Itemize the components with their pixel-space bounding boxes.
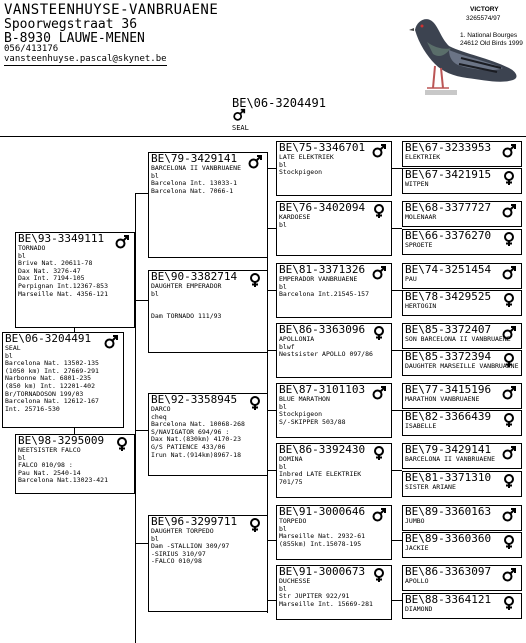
pedigree-box-dsdd[interactable]: [402, 471, 522, 497]
bird-name: SON BARCELONA II VANBRUAENE: [405, 335, 511, 343]
bird-name: TORNADO: [18, 244, 46, 252]
bird-detail-line: G/S PATIENCE 433/06: [151, 442, 226, 451]
bird-name: DAUGHTER TORPEDO: [151, 527, 214, 535]
bird-detail-line: bl: [279, 524, 287, 533]
bird-name: EMPERADOR VANBRUAENE: [279, 275, 358, 283]
bird-ring: BE\67-3421915: [405, 168, 492, 181]
pedigree-box-sdd[interactable]: [276, 323, 392, 378]
female-icon: [371, 567, 387, 583]
pedigree-box-dss[interactable]: [276, 383, 392, 438]
bird-name: DIAMOND: [405, 605, 433, 613]
female-icon: [501, 292, 517, 308]
pedigree-box-ssd[interactable]: [276, 201, 392, 256]
pedigree-box-sddd[interactable]: [402, 350, 522, 376]
pedigree-box-dsds[interactable]: [402, 443, 522, 469]
male-icon: [501, 507, 517, 523]
pedigree-box-sdds[interactable]: [402, 323, 522, 349]
bird-detail-line: Int. 25716-530: [5, 404, 60, 413]
bird-detail-line: bl: [18, 251, 26, 260]
male-icon: [371, 385, 387, 401]
bird-ring: BE\82-3366439: [405, 410, 492, 423]
bird-detail-line: Str JUPITER 922/91: [279, 592, 350, 601]
bird-detail-line: Nestsister APOLLO 097/86: [279, 350, 373, 359]
bird-ring: BE\06-3204491: [5, 332, 92, 345]
photo-caption-ring: 3265574/97: [466, 15, 501, 22]
bird-name: SISTER ARIANE: [405, 483, 456, 491]
male-icon: [114, 234, 130, 250]
bird-detail-line: Stockpigeon: [279, 168, 323, 177]
bird-detail-line: Dam TORNADO 111/93: [151, 312, 222, 321]
female-icon: [501, 170, 517, 186]
bird-detail-line: Barcelona Int.21545-157: [279, 290, 370, 299]
male-icon: [247, 154, 263, 170]
bird-ring: BE\77-3415196: [405, 383, 492, 396]
bird-name: SPROETE: [405, 241, 433, 249]
bird-ring: BE\96-3299711: [151, 515, 238, 528]
female-icon: [501, 473, 517, 489]
bird-ring: BE\79-3429141: [151, 152, 238, 165]
bird-name: KARDOESE: [279, 213, 311, 221]
bird-name: DARCO: [151, 405, 171, 413]
female-icon: [247, 517, 263, 533]
bird-ring: BE\86-3392430: [279, 443, 366, 456]
pedigree-box-sd[interactable]: [148, 270, 268, 353]
bird-ring: BE\68-3377727: [405, 201, 492, 214]
photo-caption-line1: 1. National Bourges: [460, 32, 518, 39]
bird-detail-line: Inbred LATE ELEKTRIEK: [279, 470, 362, 479]
breeder-city: B-8930 LAUWE-MENEN: [4, 31, 145, 46]
bird-ring: BE\87-3101103: [279, 383, 366, 396]
bird-detail-line: Dax Nat. 3276-47: [18, 266, 81, 275]
bird-detail-line: FALCO 010/98 :: [18, 461, 73, 470]
bird-detail-line: Narbonne Nat. 6801-235: [5, 374, 92, 383]
bird-detail-line: S/-SKIPPER 503/88: [279, 417, 346, 426]
photo-caption-title: VICTORY: [470, 6, 499, 13]
bird-detail-line: (850 km) Int. 12201-402: [5, 381, 96, 390]
pedigree-box-sdss[interactable]: [402, 263, 522, 289]
bird-name: APOLLO: [405, 577, 429, 585]
pedigree-box-dsss[interactable]: [402, 383, 522, 409]
bird-detail-line: -FALCO 010/98: [151, 557, 202, 566]
breeder-email[interactable]: vansteenhuyse.pascal@skynet.be: [4, 54, 167, 64]
male-icon: [501, 203, 517, 219]
pedigree-box-ddsd[interactable]: [402, 532, 522, 558]
bird-detail-line: bl: [18, 453, 26, 462]
pedigree-box-ss[interactable]: [148, 152, 268, 258]
pedigree-box-dd[interactable]: [148, 515, 268, 612]
bird-detail-line: [149, 298, 267, 306]
bird-name: ELEKTRIEK: [405, 153, 441, 161]
pedigree-box-ssds[interactable]: [402, 201, 522, 227]
breeder-street: Spoorwegstraat 36: [4, 17, 138, 32]
pedigree-box-sss[interactable]: [276, 141, 392, 196]
female-icon: [247, 272, 263, 288]
bird-detail-line: Barcelona Nat. 7066-1: [151, 186, 234, 195]
bird-name: SEAL: [5, 344, 21, 352]
female-icon: [501, 231, 517, 247]
bird-ring: BE\86-3363097: [405, 565, 492, 578]
pedigree-box-ds[interactable]: [148, 393, 268, 476]
bird-name: NEETSISTER FALCO: [18, 446, 81, 454]
bird-detail-line: -SIRIUS 310/97: [151, 549, 206, 558]
bird-detail-line: cheq: [151, 412, 167, 421]
pedigree-box-subject[interactable]: [2, 332, 124, 428]
bird-ring: BE\88-3364121: [405, 593, 492, 606]
bird-detail-line: Marseille Nat. 4356-121: [18, 289, 109, 298]
female-icon: [501, 595, 517, 611]
female-icon: [371, 325, 387, 341]
pedigree-box-sds[interactable]: [276, 263, 392, 318]
bird-detail-line: Dam -STALLION 309/97: [151, 542, 230, 551]
bird-detail-line: Br/TORNADOSON 199/03: [5, 389, 84, 398]
female-icon: [501, 412, 517, 428]
bird-detail-line: Stockpigeon: [279, 410, 323, 419]
bird-name: DAUGHTER MARSEILLE VANBRUAENE: [405, 362, 519, 370]
bird-name: WITPEN: [405, 180, 429, 188]
pedigree-box-ssdd[interactable]: [402, 229, 522, 255]
female-icon: [247, 395, 263, 411]
pigeon-photo: [405, 2, 523, 108]
bird-detail-line: Dax Int. 7194-105: [18, 274, 85, 283]
bird-ring: BE\89-3360163: [405, 505, 492, 518]
bird-detail-line: Barcelona Nat. 13502-135: [5, 359, 99, 368]
bird-name: JUMBO: [405, 517, 425, 525]
pedigree-box-ssss[interactable]: [402, 141, 522, 167]
female-icon: [114, 436, 130, 452]
bird-name: JACKIE: [405, 544, 429, 552]
bird-ring: BE\85-3372394: [405, 350, 492, 363]
bird-ring: BE\93-3349111: [18, 232, 105, 245]
pedigree-box-dsd[interactable]: [276, 443, 392, 498]
bird-name: HERTOGIN: [405, 302, 437, 310]
bird-name: PAU: [405, 275, 417, 283]
female-icon: [501, 352, 517, 368]
bird-detail-line: Irun Nat.(914km)8967-18: [151, 450, 242, 459]
male-icon: [501, 385, 517, 401]
bird-detail-line: 701/75: [279, 477, 303, 486]
male-icon: [371, 507, 387, 523]
bird-name: DAUGHTER EMPERADOR: [151, 282, 222, 290]
bird-detail-line: bl: [151, 534, 159, 543]
bird-detail-line: Barcelona Nat. 12612-167: [5, 397, 99, 406]
bird-detail-line: Barcelona Int. 13033-1: [151, 179, 238, 188]
bird-detail-line: Barcelona Nat.13023-421: [18, 476, 109, 485]
pedigree-box-sire[interactable]: [15, 232, 135, 328]
header-divider: [0, 136, 526, 137]
bird-name: APOLLONIA: [279, 335, 315, 343]
bird-name: BARCELONA II VANBRUAENE: [151, 164, 242, 172]
pedigree-box-dddd[interactable]: [402, 593, 522, 619]
bird-detail-line: (1050 km) Int. 27669-291: [5, 366, 99, 375]
bird-ring: BE\85-3372407: [405, 323, 492, 336]
bird-ring: BE\76-3402094: [279, 201, 366, 214]
bird-name: DOMINA: [279, 455, 303, 463]
pedigree-box-ddss[interactable]: [402, 505, 522, 531]
female-icon: [371, 445, 387, 461]
bird-detail-line: bl: [279, 462, 287, 471]
bird-name: ISABELLE: [405, 422, 437, 430]
pedigree-box-sssd[interactable]: [402, 168, 522, 194]
bird-detail-line: Perpignan Int.12367-853: [18, 281, 109, 290]
male-icon: [371, 265, 387, 281]
bird-ring: BE\91-3000646: [279, 505, 366, 518]
bird-detail-line: S/NAVIGATOR 694/96 :: [151, 427, 230, 436]
bird-detail-line: Marseille Int. 15669-281: [279, 599, 373, 608]
subject-ring: BE\06-3204491: [232, 96, 326, 110]
pedigree-box-ddds[interactable]: [402, 565, 522, 591]
bird-name: DUCHESSE: [279, 577, 311, 585]
bird-ring: BE\86-3363096: [279, 323, 366, 336]
bird-ring: BE\66-3376270: [405, 229, 492, 242]
bird-ring: BE\81-3371310: [405, 471, 492, 484]
bird-ring: BE\67-3233953: [405, 141, 492, 154]
pedigree-box-dam[interactable]: [15, 434, 135, 494]
female-icon: [371, 203, 387, 219]
male-icon: [501, 325, 517, 341]
bird-ring: BE\92-3358945: [151, 393, 238, 406]
bird-ring: BE\78-3429525: [405, 290, 492, 303]
bird-detail-line: Barcelona Nat. 10068-268: [151, 420, 245, 429]
male-icon: [371, 143, 387, 159]
bird-name: TORPEDO: [279, 517, 307, 525]
bird-ring: BE\74-3251454: [405, 263, 492, 276]
breeder-name: VANSTEENHUYSE-VANBRUAENE: [4, 2, 219, 18]
male-icon: [103, 334, 119, 350]
bird-ring: BE\89-3360360: [405, 532, 492, 545]
bird-name: LATE ELEKTRIEK: [279, 153, 334, 161]
bird-ring: BE\79-3429141: [405, 443, 492, 456]
male-icon: [501, 143, 517, 159]
pedigree-box-dssd[interactable]: [402, 410, 522, 436]
bird-detail-line: bl: [151, 289, 159, 298]
male-icon: [501, 265, 517, 281]
male-icon: [501, 567, 517, 583]
bird-detail-line: bl: [279, 402, 287, 411]
pedigree-box-dds[interactable]: [276, 505, 392, 560]
bird-detail-line: bl: [279, 282, 287, 291]
bird-name: BLUE MARATHON: [279, 395, 330, 403]
bird-detail-line: bl: [279, 584, 287, 593]
pedigree-box-sdsd[interactable]: [402, 290, 522, 316]
pedigree-box-ddd[interactable]: [276, 565, 392, 620]
bird-detail-line: Marseille Nat. 2932-61: [279, 532, 366, 541]
photo-caption-line2: 24612 Old Birds 1999: [460, 40, 523, 47]
bird-detail-line: bl: [279, 220, 287, 229]
breeder-phone: 056/413176: [4, 44, 59, 54]
bird-ring: BE\98-3295009: [18, 434, 105, 447]
bird-detail-line: (855km) Int.15078-195: [279, 539, 362, 548]
bird-detail-line: Brive Nat. 20611-78: [18, 259, 93, 268]
bird-ring: BE\90-3382714: [151, 270, 238, 283]
bird-ring: BE\81-3371326: [279, 263, 366, 276]
bird-detail-line: Dax Nat.(830km) 4170-23: [151, 435, 242, 444]
bird-ring: BE\75-3346701: [279, 141, 366, 154]
bird-detail-line: blwf: [279, 342, 295, 351]
subject-label: SEAL: [232, 124, 249, 132]
bird-detail-line: bl: [5, 351, 13, 360]
female-icon: [501, 534, 517, 550]
bird-detail-line: bl: [151, 171, 159, 180]
male-icon: [501, 445, 517, 461]
bird-detail-line: bl: [279, 160, 287, 169]
bird-detail-line: Pau Nat. 2540-14: [18, 468, 81, 477]
bird-ring: BE\91-3000673: [279, 565, 366, 578]
bird-name: MOLENAAR: [405, 213, 437, 221]
bird-name: MARATHON VANBRUAENE: [405, 395, 480, 403]
bird-name: BARCELONA II VANBRUAENE: [405, 455, 496, 463]
